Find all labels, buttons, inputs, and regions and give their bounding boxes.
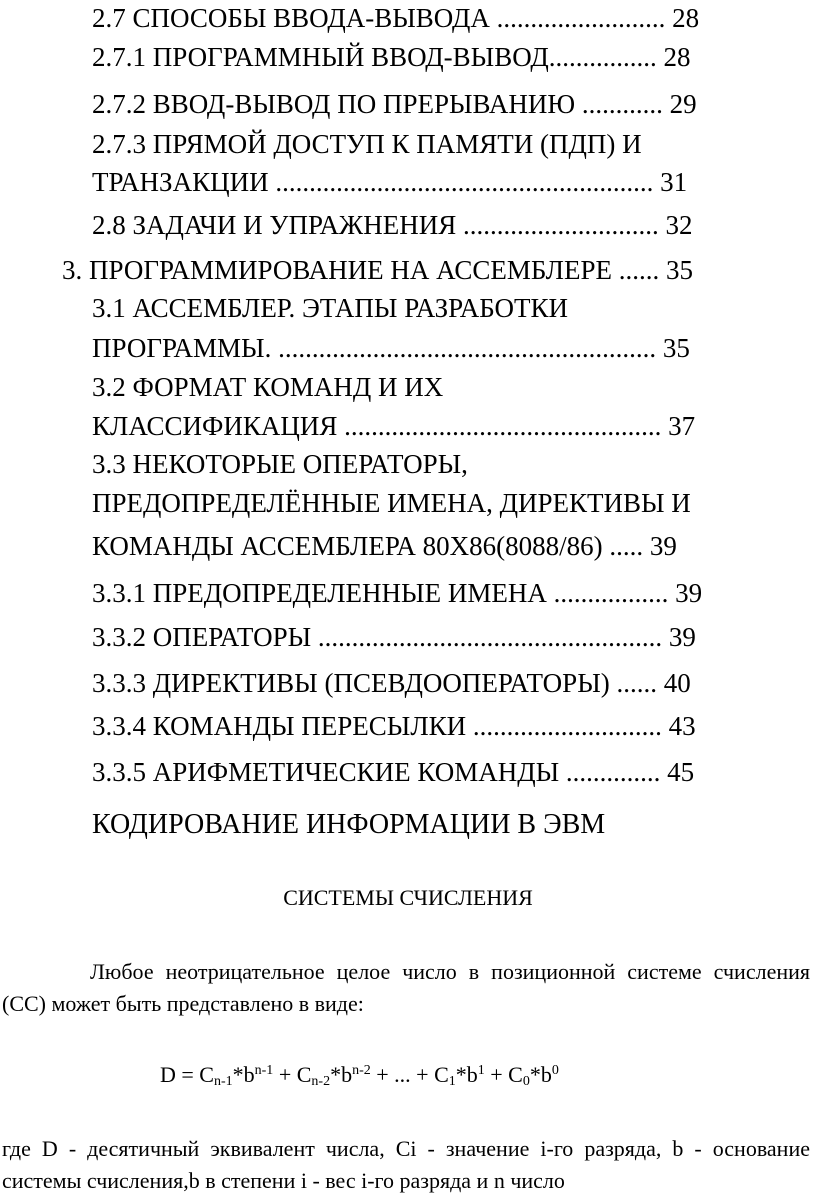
formula-subscript: 1 bbox=[448, 1074, 456, 1089]
toc-entry[interactable]: КЛАССИФИКАЦИЯ ............................................... 37 bbox=[92, 411, 696, 441]
formula-part: *b bbox=[529, 1062, 552, 1087]
toc-entry[interactable]: 3. ПРОГРАММИРОВАНИЕ НА АССЕМБЛЕРЕ ...... 35 bbox=[62, 255, 693, 285]
section-title: КОДИРОВАНИЕ ИНФОРМАЦИИ В ЭВМ bbox=[92, 809, 606, 840]
formula-part: *b bbox=[232, 1062, 255, 1087]
formula-superscript: 1 bbox=[477, 1063, 485, 1078]
toc-entry[interactable]: 3.3.3 ДИРЕКТИВЫ (ПСЕВДООПЕРАТОРЫ) ...... 40 bbox=[92, 668, 691, 698]
paragraph: Любое неотрицательное целое число в позиционной системе счисления (СС) может быть представлено в виде: bbox=[2, 959, 810, 1016]
toc-entry[interactable]: ТРАНЗАКЦИИ ........................................................ 31 bbox=[92, 167, 688, 197]
toc-entry[interactable]: 3.1 АССЕМБЛЕР. ЭТАПЫ РАЗРАБОТКИ bbox=[92, 293, 569, 323]
formula-part: D = C bbox=[160, 1062, 214, 1087]
formula-part: *b bbox=[455, 1062, 478, 1087]
formula bbox=[160, 1055, 559, 1098]
toc-entry[interactable]: 3.3.4 КОМАНДЫ ПЕРЕСЫЛКИ ............................ 43 bbox=[92, 711, 696, 741]
subsection-title: СИСТЕМЫ СЧИСЛЕНИЯ bbox=[283, 885, 533, 910]
toc-entry[interactable]: 3.3 НЕКОТОРЫЕ ОПЕРАТОРЫ, bbox=[92, 449, 468, 479]
formula-subscript: n-2 bbox=[311, 1074, 331, 1089]
toc-entry[interactable]: ПРЕДОПРЕДЕЛЁННЫЕ ИМЕНА, ДИРЕКТИВЫ И bbox=[92, 488, 691, 518]
toc-entry[interactable]: 2.7.1 ПРОГРАММНЫЙ ВВОД-ВЫВОД................ 28 bbox=[92, 42, 691, 72]
formula-superscript: n-2 bbox=[352, 1063, 371, 1078]
formula-subscript: 0 bbox=[522, 1074, 530, 1089]
formula-superscript: n-1 bbox=[254, 1063, 274, 1078]
toc-entry[interactable]: 3.2 ФОРМАТ КОМАНД И ИХ bbox=[92, 372, 444, 402]
toc-entry[interactable]: 3.3.1 ПРЕДОПРЕДЕЛЕННЫЕ ИМЕНА ................. 39 bbox=[92, 578, 703, 608]
toc-entry[interactable]: 2.7.2 ВВОД-ВЫВОД ПО ПРЕРЫВАНИЮ ............ 29 bbox=[92, 89, 697, 119]
toc-entry[interactable]: 2.8 ЗАДАЧИ И УПРАЖНЕНИЯ ............................. 32 bbox=[92, 210, 693, 240]
formula-part: *b bbox=[330, 1062, 353, 1087]
paragraph: где D - десятичный эквивалент числа, Ci - значение i-го разряда, b - основание системы счисления,b в степени i - вес i-го разряда и n число bbox=[2, 1136, 810, 1193]
formula-part: + C bbox=[273, 1062, 312, 1087]
toc-entry[interactable]: 3.3.5 АРИФМЕТИЧЕСКИЕ КОМАНДЫ .............. 45 bbox=[92, 757, 695, 787]
toc-entry[interactable]: 2.7 СПОСОБЫ ВВОДА-ВЫВОДА ......................... 28 bbox=[92, 3, 700, 33]
formula-part: + ... + C bbox=[370, 1062, 449, 1087]
formula-part: + C bbox=[484, 1062, 523, 1087]
toc-entry[interactable]: ПРОГРАММЫ. ........................................................ 35 bbox=[92, 333, 690, 363]
toc-entry[interactable]: 2.7.3 ПРЯМОЙ ДОСТУП К ПАМЯТИ (ПДП) И bbox=[92, 129, 642, 159]
toc-entry[interactable]: 3.3.2 ОПЕРАТОРЫ ................................................... 39 bbox=[92, 622, 696, 652]
formula-subscript: n-1 bbox=[213, 1074, 233, 1089]
toc-entry[interactable]: КОМАНДЫ АССЕМБЛЕРА 80Х86(8088/86) ..... 39 bbox=[92, 531, 677, 561]
formula-superscript: 0 bbox=[551, 1063, 559, 1078]
